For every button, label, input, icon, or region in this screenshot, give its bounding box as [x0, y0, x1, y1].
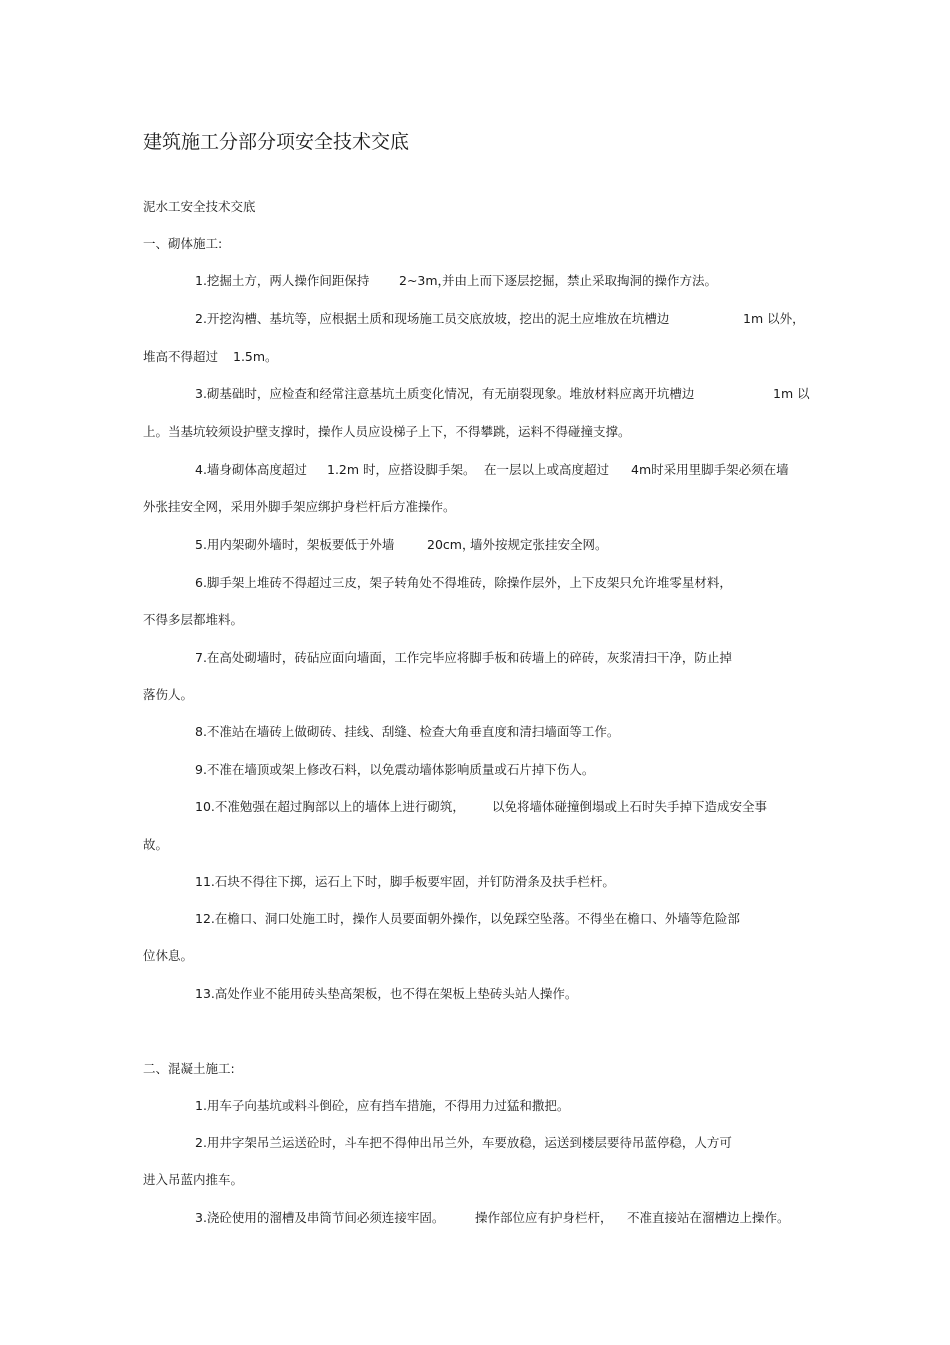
- s1-item-10-line-1: [195, 799, 795, 815]
- s1-item-2-part-b: 1m 以外，: [743, 311, 805, 326]
- s1-item-5-part-b: 20cm，: [427, 537, 475, 552]
- s2-item-3-part-c: 不准直接站在溜槽边上操作。: [627, 1210, 790, 1225]
- s1-item-3-part-a: 3.砌基础时，应检查和经常注意基坑土质变化情况，有无崩裂现象。堆放材料应离开坑槽边: [195, 386, 695, 401]
- s1-item-4-line-2: 外张挂安全网，采用外脚手架应绑护身栏杆后方准操作。: [143, 499, 456, 514]
- s1-item-12-line-1: 12.在檐口、洞口处施工时，操作人员要面朝外操作，以免踩空坠落。不得坐在檐口、外墙等危险部: [195, 911, 740, 926]
- document-subtitle: 泥水工安全技术交底: [143, 199, 256, 214]
- s1-item-4-line-1: [195, 462, 805, 478]
- s1-item-3-line-1: [195, 386, 810, 402]
- s1-item-2-line-2-part-b: 1.5m。: [233, 349, 278, 364]
- s1-item-2-line-1: [195, 311, 805, 327]
- s1-item-7-line-1: 7.在高处砌墙时，砖砧应面向墙面，工作完毕应将脚手板和砖墙上的碎砖，灰浆清扫干净，防止掉: [195, 650, 732, 665]
- s1-item-4-part-b: 1.2m 时，应搭设脚手架。: [327, 462, 476, 477]
- s1-item-4-part-c: 在一层以上或高度超过: [484, 462, 610, 477]
- s1-item-12-line-2: 位休息。: [143, 948, 194, 963]
- s1-item-5-part-a: 5.用内架砌外墙时，架板要低于外墙: [195, 537, 395, 552]
- s1-item-11: 11.石块不得往下掷，运石上下时，脚手板要牢固，并钉防滑条及扶手栏杆。: [195, 874, 615, 889]
- s2-item-2-line-1: 2.用井字架吊兰运送砼时，斗车把不得伸出吊兰外，车要放稳，运送到楼层要待吊蓝停稳，人方可: [195, 1135, 732, 1150]
- s2-item-3-part-b: 操作部位应有护身栏杆，: [475, 1210, 613, 1225]
- s1-item-10-line-2: 故。: [143, 837, 169, 852]
- s1-item-1: [195, 273, 755, 289]
- s1-item-4-part-a: 4.墙身砌体高度超过: [195, 462, 307, 477]
- s1-item-5-part-c: 墙外按规定张挂安全网。: [470, 537, 608, 552]
- section-1-heading: 一、砌体施工:: [143, 236, 223, 251]
- s1-item-2-part-a: 2.开挖沟槽、基坑等，应根据土质和现场施工员交底放坡，挖出的泥土应堆放在坑槽边: [195, 311, 670, 326]
- s1-item-10-part-b: 以免将墙体碰撞倒塌或上石时失手掉下造成安全事: [492, 799, 768, 814]
- s2-item-3: [195, 1210, 795, 1226]
- s1-item-8: 8.不准站在墙砖上做砌砖、挂线、刮缝、检查大角垂直度和清扫墙面等工作。: [195, 724, 620, 739]
- s1-item-1-part-a: 1.挖掘土方，两人操作间距保持: [195, 273, 370, 288]
- s1-item-6-line-2: 不得多层都堆料。: [143, 612, 244, 627]
- section-2-heading: 二、混凝土施工:: [143, 1061, 235, 1076]
- s1-item-13: 13.高处作业不能用砖头垫高架板，也不得在架板上垫砖头站人操作。: [195, 986, 578, 1001]
- s1-item-2-line-2: [143, 349, 343, 365]
- s1-item-3-part-b: 1m 以: [773, 386, 810, 401]
- s2-item-3-part-a: 3.浇砼使用的溜槽及串筒节间必须连接牢固。: [195, 1210, 445, 1225]
- document-title: 建筑施工分部分项安全技术交底: [143, 131, 410, 153]
- s1-item-1-part-b: 2~3m，: [399, 273, 451, 288]
- s1-item-2-line-2-part-a: 堆高不得超过: [143, 349, 219, 364]
- s1-item-7-line-2: 落伤人。: [143, 687, 194, 702]
- s1-item-9: 9.不准在墙顶或架上修改石料，以免震动墙体影响质量或石片掉下伤人。: [195, 762, 595, 777]
- s1-item-4-part-d: 4m时采用里脚手架必须在墙: [631, 462, 789, 477]
- s1-item-3-line-2: 上。当基坑较须设护壁支撑时，操作人员应设梯子上下，不得攀跳，运料不得碰撞支撑。: [143, 424, 631, 439]
- s1-item-5: [195, 537, 615, 553]
- s1-item-6-line-1: 6.脚手架上堆砖不得超过三皮，架子转角处不得堆砖，除操作层外，上下皮架只允许堆零星材料，: [195, 575, 732, 590]
- s1-item-10-part-a: 10.不准勉强在超过胸部以上的墙体上进行砌筑，: [195, 799, 465, 814]
- s2-item-1: 1.用车子向基坑或料斗倒砼，应有挡车措施，不得用力过猛和撒把。: [195, 1098, 570, 1113]
- s2-item-2-line-2: 进入吊蓝内推车。: [143, 1172, 244, 1187]
- s1-item-1-part-c: 并由上而下逐层挖掘，禁止采取掏洞的操作方法。: [442, 273, 718, 288]
